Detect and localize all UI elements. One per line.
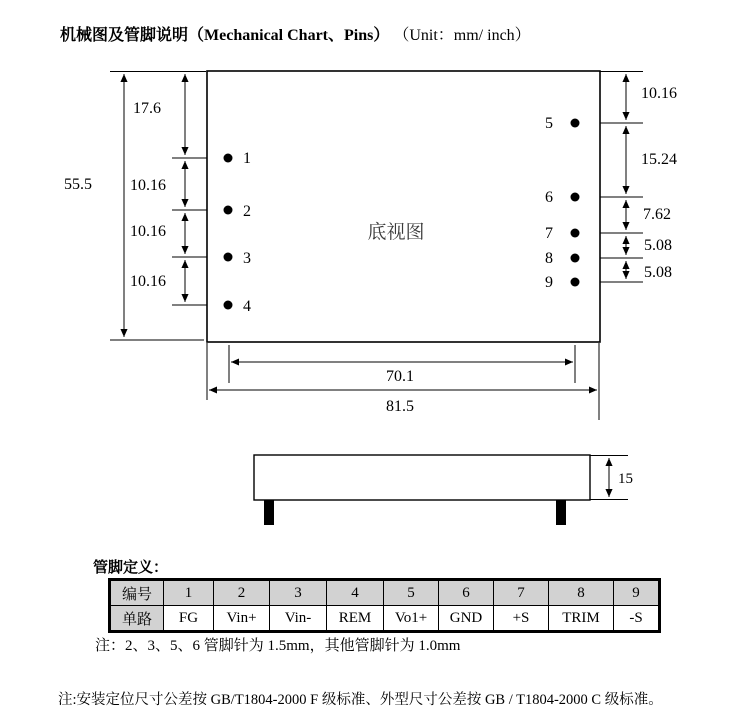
pin-dot-2 — [224, 206, 233, 215]
pin-number-row — [110, 580, 660, 606]
dim-inner-width-label: 70.1 — [386, 368, 414, 385]
pin-label-8: 8 — [545, 250, 553, 267]
side-view — [254, 455, 633, 525]
pin-number-cell: 9 — [614, 580, 660, 606]
pin-function-cell: -S — [614, 606, 660, 632]
module-outline-side-view — [254, 455, 590, 500]
pin-function-cell: Vo1+ — [384, 606, 439, 632]
dim-right-chain-0: 10.16 — [641, 85, 677, 102]
pin-label-7: 7 — [545, 225, 553, 242]
pin-dot-8 — [571, 254, 580, 263]
pin-function-cell: TRIM — [549, 606, 614, 632]
pin-dot-7 — [571, 229, 580, 238]
dim-outer-width-label: 81.5 — [386, 398, 414, 415]
pin-number-cell: 1 — [164, 580, 214, 606]
pin-label-2: 2 — [243, 203, 251, 220]
side-pin-left — [264, 500, 274, 525]
dim-overall-height-label: 55.5 — [64, 176, 92, 193]
pin-length-note: 注：2、3、5、6 管脚针为 1.5mm，其他管脚针为 1.0mm — [95, 638, 461, 654]
pin-label-5: 5 — [545, 115, 553, 132]
pin-function-cell: REM — [327, 606, 384, 632]
pin-number-cell: 3 — [270, 580, 327, 606]
pin-label-3: 3 — [243, 250, 251, 267]
dim-right-chain-4: 5.08 — [644, 264, 672, 281]
pin-number-cell: 5 — [384, 580, 439, 606]
dim-left-chain-2: 10.16 — [130, 223, 166, 240]
pin-dot-1 — [224, 154, 233, 163]
dim-left-chain-0: 17.6 — [133, 100, 161, 117]
pin-number-cell: 7 — [494, 580, 549, 606]
pin-definition-table — [108, 578, 661, 633]
dimension-left-chain — [172, 74, 207, 305]
dim-right-chain-2: 7.62 — [643, 206, 671, 223]
row-header-number: 编号 — [110, 580, 164, 606]
module-outline-bottom-view — [207, 71, 600, 342]
pin-label-6: 6 — [545, 189, 553, 206]
pin-number-cell: 2 — [214, 580, 270, 606]
pin-function-cell: Vin+ — [214, 606, 270, 632]
pin-function-row — [110, 606, 660, 632]
pin-label-9: 9 — [545, 274, 553, 291]
pin-dot-5 — [571, 119, 580, 128]
dim-side-height-label: 15 — [618, 471, 633, 487]
pin-function-cell: FG — [164, 606, 214, 632]
row-header-circuit: 单路 — [110, 606, 164, 632]
title-english: （Mechanical Chart、Pins） — [188, 27, 390, 44]
pin-function-cell: +S — [494, 606, 549, 632]
pin-number-cell: 8 — [549, 580, 614, 606]
title-unit: （Unit：mm/ inch） — [393, 27, 531, 44]
pin-table-heading: 管脚定义： — [93, 560, 169, 576]
pins-left — [224, 150, 252, 315]
pin-dot-9 — [571, 278, 580, 287]
pin-number-cell: 6 — [439, 580, 494, 606]
tolerance-note: 注:安装定位尺寸公差按 GB/T1804-2000 F 级标准、外型尺寸公差按 GB / T1804-2000 C 级标准。 — [58, 692, 663, 708]
side-pin-right — [556, 500, 566, 525]
title-chinese: 机械图及管脚说明 — [60, 27, 189, 44]
pin-label-1: 1 — [243, 150, 251, 167]
dimension-right-chain — [600, 72, 643, 283]
dim-left-chain-3: 10.16 — [130, 273, 166, 290]
dim-right-chain-3: 5.08 — [644, 237, 672, 254]
bottom-view-label: 底视图 — [367, 222, 425, 243]
dim-left-chain-1: 10.16 — [130, 177, 166, 194]
pins-right — [545, 115, 580, 291]
pin-function-cell: Vin- — [270, 606, 327, 632]
pin-function-cell: GND — [439, 606, 494, 632]
pin-label-4: 4 — [243, 298, 251, 315]
pin-dot-6 — [571, 193, 580, 202]
pin-dot-4 — [224, 301, 233, 310]
dim-right-chain-1: 15.24 — [641, 151, 677, 168]
pin-dot-3 — [224, 253, 233, 262]
pin-number-cell: 4 — [327, 580, 384, 606]
